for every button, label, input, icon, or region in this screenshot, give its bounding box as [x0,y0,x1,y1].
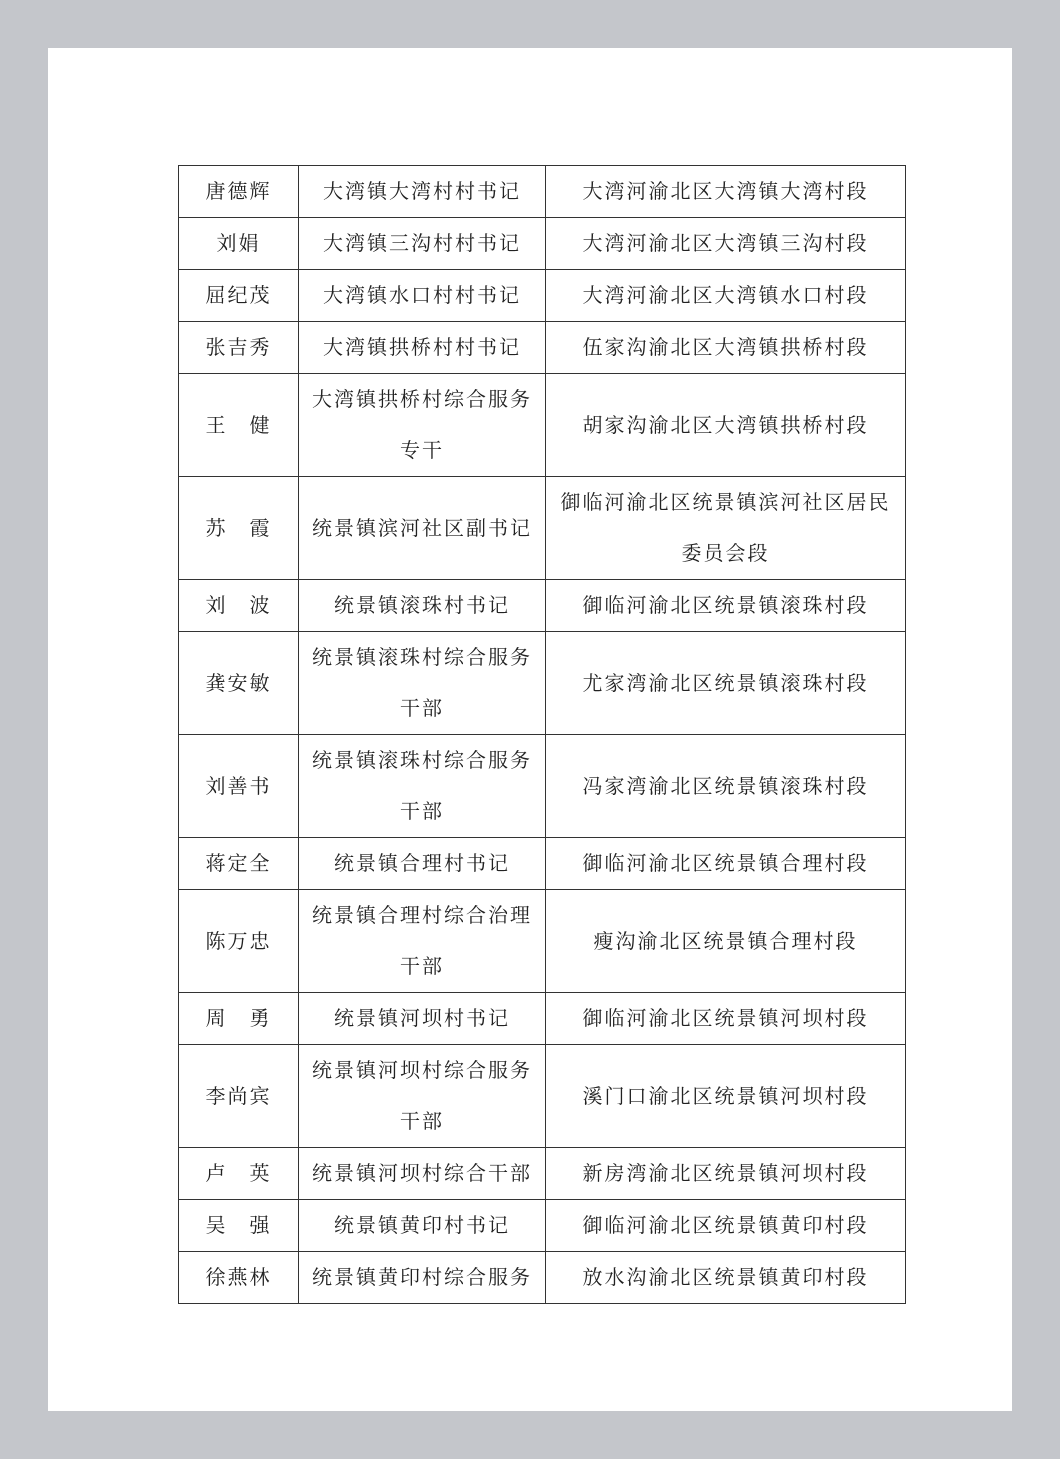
position-cell: 统景镇河坝村综合服务干部 [299,1045,546,1148]
river-section-cell: 胡家沟渝北区大湾镇拱桥村段 [546,374,906,477]
table-row [179,735,906,838]
river-section-cell: 瘦沟渝北区统景镇合理村段 [546,890,906,993]
river-chief-table [178,165,906,1304]
name-cell: 刘 波 [179,580,299,632]
name-cell: 徐燕林 [179,1252,299,1304]
name-cell: 屈纪茂 [179,270,299,322]
name-cell: 龚安敏 [179,632,299,735]
river-section-cell: 御临河渝北区统景镇合理村段 [546,838,906,890]
position-cell: 统景镇黄印村综合服务 [299,1252,546,1304]
table-row [179,1045,906,1148]
river-section-cell: 新房湾渝北区统景镇河坝村段 [546,1148,906,1200]
table-row [179,838,906,890]
position-cell: 统景镇合理村综合治理干部 [299,890,546,993]
table-row [179,270,906,322]
position-cell: 统景镇河坝村综合干部 [299,1148,546,1200]
table-row [179,322,906,374]
name-cell: 蒋定全 [179,838,299,890]
name-cell: 刘娟 [179,218,299,270]
river-section-cell: 尤家湾渝北区统景镇滚珠村段 [546,632,906,735]
river-section-cell: 大湾河渝北区大湾镇水口村段 [546,270,906,322]
name-cell: 王 健 [179,374,299,477]
table-row [179,1200,906,1252]
table-row [179,1252,906,1304]
table-row [179,166,906,218]
table-row [179,993,906,1045]
name-cell: 周 勇 [179,993,299,1045]
position-cell: 大湾镇大湾村村书记 [299,166,546,218]
table-row [179,477,906,580]
position-cell: 大湾镇三沟村村书记 [299,218,546,270]
river-section-cell: 大湾河渝北区大湾镇大湾村段 [546,166,906,218]
name-cell: 李尚宾 [179,1045,299,1148]
name-cell: 吴 强 [179,1200,299,1252]
position-cell: 统景镇合理村书记 [299,838,546,890]
name-cell: 张吉秀 [179,322,299,374]
document-page [48,48,1012,1411]
position-cell: 大湾镇水口村村书记 [299,270,546,322]
name-cell: 苏 霞 [179,477,299,580]
position-cell: 统景镇河坝村书记 [299,993,546,1045]
name-cell: 刘善书 [179,735,299,838]
table-row [179,374,906,477]
position-cell: 统景镇滚珠村综合服务干部 [299,632,546,735]
name-cell: 卢 英 [179,1148,299,1200]
position-cell: 大湾镇拱桥村村书记 [299,322,546,374]
table-row [179,580,906,632]
river-section-cell: 御临河渝北区统景镇河坝村段 [546,993,906,1045]
river-section-cell: 溪门口渝北区统景镇河坝村段 [546,1045,906,1148]
name-cell: 唐德辉 [179,166,299,218]
position-cell: 大湾镇拱桥村综合服务专干 [299,374,546,477]
table-row [179,1148,906,1200]
river-section-cell: 御临河渝北区统景镇滚珠村段 [546,580,906,632]
river-section-cell: 冯家湾渝北区统景镇滚珠村段 [546,735,906,838]
table-row [179,218,906,270]
position-cell: 统景镇滨河社区副书记 [299,477,546,580]
position-cell: 统景镇滚珠村综合服务干部 [299,735,546,838]
table-row [179,890,906,993]
table-row [179,632,906,735]
river-section-cell: 伍家沟渝北区大湾镇拱桥村段 [546,322,906,374]
river-section-cell: 御临河渝北区统景镇黄印村段 [546,1200,906,1252]
river-section-cell: 御临河渝北区统景镇滨河社区居民委员会段 [546,477,906,580]
position-cell: 统景镇黄印村书记 [299,1200,546,1252]
position-cell: 统景镇滚珠村书记 [299,580,546,632]
name-cell: 陈万忠 [179,890,299,993]
river-section-cell: 放水沟渝北区统景镇黄印村段 [546,1252,906,1304]
river-section-cell: 大湾河渝北区大湾镇三沟村段 [546,218,906,270]
